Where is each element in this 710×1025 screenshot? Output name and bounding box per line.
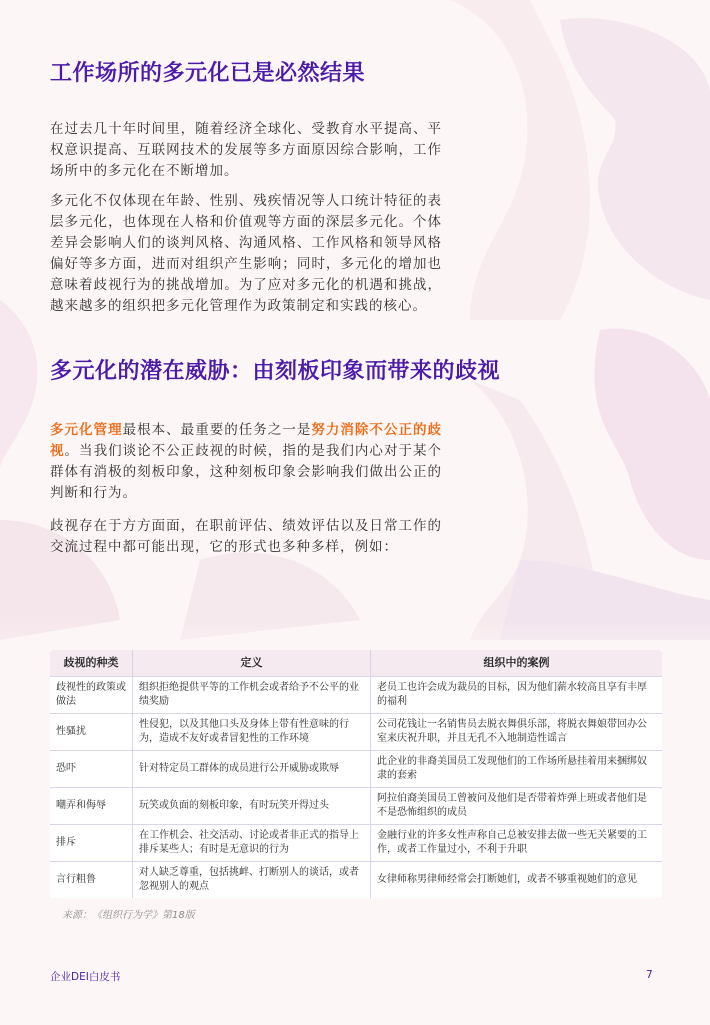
cell-type: 排斥 bbox=[50, 824, 133, 861]
cell-definition: 在工作机会、社交活动、讨论或者非正式的指导上排斥某些人；有时是无意识的行为 bbox=[133, 824, 371, 861]
paragraph-discrimination-forms: 歧视存在于方方面面，在职前评估、绩效评估以及日常工作的交流过程中都可能出现，它的形式也多种多样，例如： bbox=[50, 518, 442, 555]
section-title-potential-threat: 多元化的潜在威胁：由刻板印象而带来的歧视 bbox=[50, 359, 501, 384]
cell-definition: 针对特定员工群体的成员进行公开威胁或欺辱 bbox=[133, 750, 371, 787]
table-source-note: 来源：《组织行为学》第18版 bbox=[62, 910, 195, 921]
page-number: 7 bbox=[646, 969, 653, 981]
cell-example: 阿拉伯裔美国员工曾被问及他们是否带着炸弹上班或者他们是不是恐怖组织的成员 bbox=[371, 787, 662, 824]
header-type: 歧视的种类 bbox=[50, 650, 133, 676]
paragraph-text-rest: 。当我们谈论不公正歧视的时候，指的是我们内心对于某个群体有消极的刻板印象，这种刻板印象会影响我们做出公正的判断和行为。 bbox=[50, 443, 443, 501]
cell-example: 女律师称男律师经常会打断她们，或者不够重视她们的意见 bbox=[371, 861, 662, 898]
header-example: 组织中的案例 bbox=[483, 656, 550, 669]
table-row bbox=[50, 713, 662, 750]
cell-type: 性骚扰 bbox=[50, 713, 133, 750]
cell-definition: 玩笑或负面的刻板印象，有时玩笑开得过头 bbox=[133, 787, 371, 824]
table-row bbox=[50, 861, 662, 898]
cell-type: 恐吓 bbox=[50, 750, 133, 787]
cell-example: 金融行业的许多女性声称自己总被安排去做一些无关紧要的工作，或者工作量过小，不利于升职 bbox=[371, 824, 662, 861]
paragraph-diversity-dimensions: 多元化不仅体现在年龄、性别、残疾情况等人口统计特征的表层多元化，也体现在人格和价值观等方面的深层多元化。个体差异会影响人们的谈判风格、沟通风格、工作风格和领导风格偏好等多方面，进而对组织产生影响；同时，多元化的增加也意味着歧视行为的挑战增加。为了应对多元化的机遇和挑战，越来越多的组织把多元化管理作为政策制定和实践的核心。 bbox=[50, 193, 442, 314]
cell-example: 老员工也许会成为裁员的目标，因为他们薪水较高且享有丰厚的福利 bbox=[371, 676, 662, 713]
paragraph-text-mid: 最根本、最重要的任务之一是 bbox=[122, 422, 312, 438]
paragraph-diversity-increase: 在过去几十年时间里，随着经济全球化、受教育水平提高、平权意识提高、互联网技术的发展等多方面原因综合影响，工作场所中的多元化在不断增加。 bbox=[50, 121, 442, 179]
cell-example: 公司花钱让一名销售员去脱衣舞俱乐部，将脱衣舞娘带回办公室来庆祝升职，并且无孔不入地制造性谣言 bbox=[371, 713, 662, 750]
cell-definition: 性侵犯，以及其他口头及身体上带有性意味的行为，造成不友好或者冒犯性的工作环境 bbox=[133, 713, 371, 750]
table-row bbox=[50, 750, 662, 787]
cell-type: 言行粗鲁 bbox=[50, 861, 133, 898]
section-title-diversity-inevitable: 工作场所的多元化已是必然结果 bbox=[50, 61, 366, 86]
cell-example: 此企业的非裔美国员工发现他们的工作场所悬挂着用来捆绑奴隶的套索 bbox=[371, 750, 662, 787]
table-header-row bbox=[50, 650, 662, 676]
header-definition: 定义 bbox=[133, 650, 371, 676]
highlight-diversity-management: 多元化管理 bbox=[50, 422, 123, 438]
discrimination-types-table bbox=[50, 650, 662, 898]
highlight-eliminate-discrimination: 努力消除不公正的歧视 bbox=[50, 422, 443, 459]
cell-definition: 组织拒绝提供平等的工作机会或者给予不公平的业绩奖励 bbox=[133, 676, 371, 713]
table-row bbox=[50, 824, 662, 861]
table-row bbox=[50, 787, 662, 824]
cell-type: 歧视性的政策或做法 bbox=[50, 676, 133, 713]
paragraph-diversity-management bbox=[50, 420, 442, 504]
table-row bbox=[50, 676, 662, 713]
footer-document-title: 企业DEI白皮书 bbox=[50, 971, 121, 983]
cell-type: 嘲弄和侮辱 bbox=[50, 787, 133, 824]
cell-definition: 对人缺乏尊重，包括挑衅、打断别人的谈话，或者忽视别人的观点 bbox=[133, 861, 371, 898]
